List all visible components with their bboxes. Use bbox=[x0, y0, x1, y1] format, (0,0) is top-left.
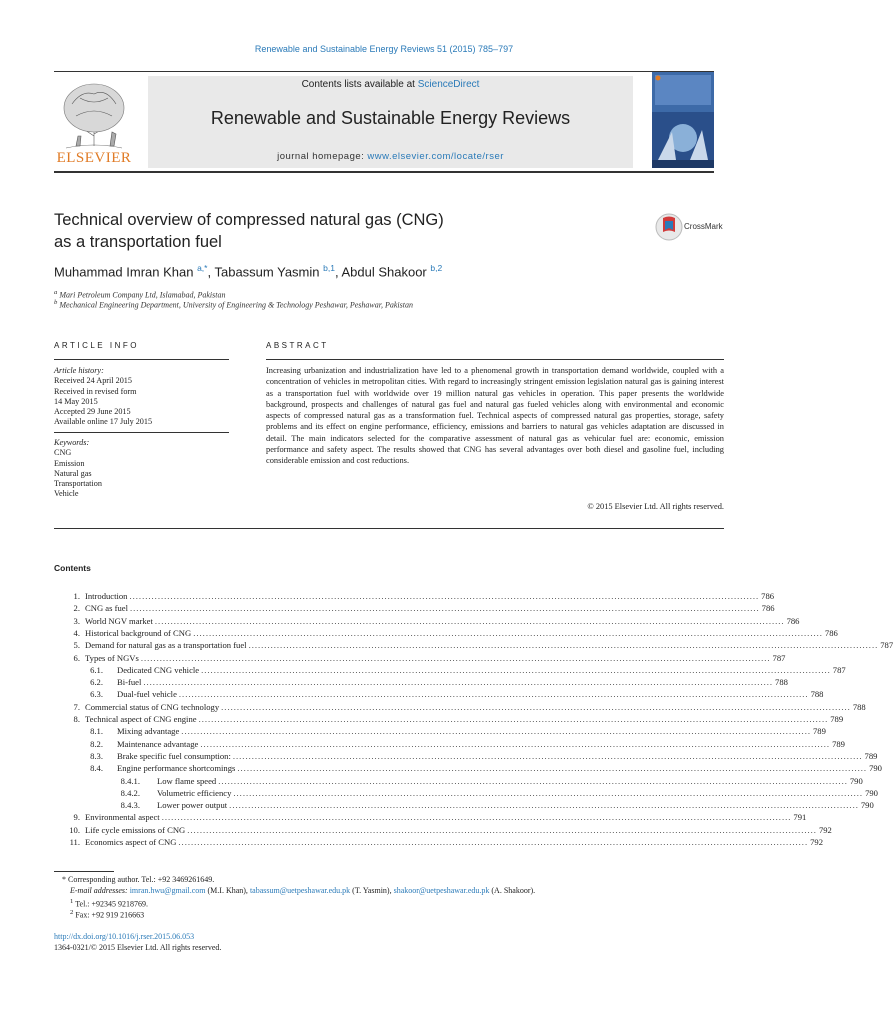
article-title bbox=[54, 209, 614, 253]
toc-entry[interactable] bbox=[0, 688, 824, 700]
toc-entry-number: 8.4.1. bbox=[120, 775, 140, 786]
toc-entry-page: 790 bbox=[869, 763, 882, 774]
toc-leader-dots: ........................................................................................................................................................................................................ bbox=[232, 750, 863, 761]
toc-entry-title: Dedicated CNG vehicle bbox=[117, 664, 200, 675]
toc-entry-number: 1. bbox=[73, 591, 80, 601]
author-name: Muhammad Imran Khan bbox=[54, 264, 194, 280]
publisher-logo-text: ELSEVIER bbox=[56, 150, 132, 166]
toc-entry-number: 6.2. bbox=[90, 677, 103, 688]
toc-entry-title: World NGV market bbox=[85, 615, 153, 626]
footnote-2 bbox=[70, 908, 144, 921]
toc-entry-page: 788 bbox=[775, 677, 788, 688]
toc-leader-dots: ........................................................................................................................................................................................................ bbox=[218, 775, 848, 786]
doi-link[interactable]: http://dx.doi.org/10.1016/j.rser.2015.06.053 bbox=[54, 932, 195, 941]
history-entry: Received in revised form bbox=[54, 386, 137, 396]
toc-entry[interactable] bbox=[0, 811, 807, 823]
toc-entry-number: 8.4.3. bbox=[120, 800, 140, 811]
toc-leader-dots: ........................................................................................................................................................................................................ bbox=[233, 787, 864, 798]
toc-entry-number: 7. bbox=[73, 701, 80, 712]
toc-entry-title: Historical background of CNG bbox=[85, 627, 192, 638]
toc-entry-title: Low flame speed bbox=[157, 775, 217, 786]
email-link[interactable]: shakoor@uetpeshawar.edu.pk bbox=[393, 886, 490, 895]
abstract-bottom-rule bbox=[54, 528, 724, 529]
toc-entry[interactable] bbox=[0, 639, 893, 651]
toc-entry-number: 6. bbox=[73, 652, 80, 663]
toc-entry-page: 789 bbox=[832, 738, 845, 749]
crossmark-icon bbox=[654, 212, 684, 242]
history-entry: Accepted 29 June 2015 bbox=[54, 407, 131, 417]
toc-entry[interactable] bbox=[0, 664, 846, 676]
toc-entry-title: CNG as fuel bbox=[85, 603, 128, 614]
keywords bbox=[54, 438, 229, 500]
journal-homepage-line bbox=[148, 151, 633, 162]
abstract-heading: ABSTRACT bbox=[266, 341, 329, 350]
toc-leader-dots: ........................................................................................................................................................................................................ bbox=[143, 677, 774, 688]
toc-entry-title: Introduction bbox=[85, 591, 128, 601]
email-owner: (T. Yasmin), bbox=[350, 886, 394, 895]
affiliation-b bbox=[54, 299, 413, 310]
affiliation-text: Mechanical Engineering Department, University of Engineering & Technology Peshawar, Peshawar, Pakistan bbox=[59, 300, 413, 310]
keyword: Vehicle bbox=[54, 489, 79, 499]
toc-entry-title: Brake specific fuel consumption: bbox=[117, 750, 231, 761]
toc-entry-page: 787 bbox=[832, 664, 846, 675]
toc-entry-title: Life cycle emissions of CNG bbox=[85, 824, 186, 835]
author-affiliation-mark[interactable]: a,* bbox=[197, 263, 208, 273]
toc-entry-page: 787 bbox=[880, 640, 893, 651]
email-addresses bbox=[70, 886, 535, 897]
toc-entry-page: 792 bbox=[818, 824, 832, 835]
toc-entry-title: Lower power output bbox=[157, 800, 228, 811]
affiliation-mark: a bbox=[54, 289, 58, 296]
homepage-label: journal homepage: bbox=[277, 151, 368, 162]
contents-available-line bbox=[148, 79, 633, 90]
toc-entry[interactable] bbox=[0, 701, 866, 713]
email-owner: (A. Shakoor). bbox=[489, 886, 536, 895]
author-name: Abdul Shakoor bbox=[341, 264, 427, 280]
article-title-line-1: Technical overview of compressed natural gas (CNG) bbox=[54, 211, 444, 229]
toc-entry-title: Technical aspect of CNG engine bbox=[85, 714, 197, 724]
toc-entry[interactable] bbox=[0, 602, 775, 614]
toc-entry-number: 5. bbox=[73, 640, 80, 651]
toc-leader-dots: ........................................................................................................................................................................................................ bbox=[187, 824, 817, 835]
toc-entry[interactable] bbox=[0, 738, 845, 750]
toc-leader-dots: ........................................................................................................................................................................................................ bbox=[140, 652, 771, 663]
toc-entry-number: 10. bbox=[69, 824, 80, 835]
toc-leader-dots: ........................................................................................................................................................................................................ bbox=[200, 738, 831, 749]
toc-leader-dots: ........................................................................................................................................................................................................ bbox=[161, 812, 792, 823]
toc-entry-title: Demand for natural gas as a transportation fuel bbox=[85, 640, 247, 651]
keyword: CNG bbox=[54, 448, 72, 458]
keyword: Transportation bbox=[54, 479, 102, 489]
keyword: Natural gas bbox=[54, 468, 92, 478]
toc-entry-page: 791 bbox=[793, 812, 807, 823]
toc-entry-page: 790 bbox=[865, 787, 878, 798]
toc-entry-page: 790 bbox=[849, 775, 863, 786]
toc-entry-page: 789 bbox=[864, 750, 878, 761]
homepage-link[interactable]: www.elsevier.com/locate/rser bbox=[367, 151, 504, 162]
toc-entry-page: 787 bbox=[772, 652, 786, 663]
affiliation-text: Mari Petroleum Company Ltd, Islamabad, Pakistan bbox=[59, 290, 226, 300]
article-history bbox=[54, 366, 229, 428]
abstract-rule bbox=[266, 359, 724, 360]
toc-leader-dots: ........................................................................................................................................................................................................ bbox=[198, 714, 829, 724]
article-info-heading: ARTICLE INFO bbox=[54, 341, 139, 350]
email-label: E-mail addresses: bbox=[70, 886, 130, 895]
toc-entry-title: Mixing advantage bbox=[117, 726, 180, 737]
toc-entry[interactable] bbox=[0, 725, 826, 737]
toc-entry-title: Environmental aspect bbox=[85, 812, 160, 823]
keyword: Emission bbox=[54, 458, 85, 468]
history-entry: 14 May 2015 bbox=[54, 396, 98, 406]
footnote-rule bbox=[54, 871, 114, 872]
toc-entry-title: Dual-fuel vehicle bbox=[117, 689, 177, 700]
email-owner: (M.I. Khan), bbox=[205, 886, 250, 895]
history-entry: Available online 17 July 2015 bbox=[54, 417, 153, 427]
toc-entry[interactable] bbox=[0, 713, 844, 725]
toc-entry-number: 8.1. bbox=[90, 726, 103, 737]
affiliation-mark: b bbox=[54, 299, 58, 306]
keywords-rule bbox=[54, 432, 229, 433]
toc-entry[interactable] bbox=[0, 836, 823, 848]
toc-entry[interactable] bbox=[0, 762, 882, 774]
toc-entry-number: 9. bbox=[73, 812, 80, 823]
toc-entry[interactable] bbox=[0, 775, 863, 787]
toc-entry-page: 786 bbox=[824, 627, 838, 638]
article-info-rule bbox=[54, 359, 229, 360]
toc-entry-page: 786 bbox=[761, 603, 775, 614]
toc-leader-dots: ........................................................................................................................................................................................................ bbox=[178, 689, 809, 700]
footnote-text: Fax: +92 919 216663 bbox=[75, 910, 145, 920]
toc-leader-dots: ........................................................................................................................................................................................................ bbox=[129, 603, 760, 614]
history-entry: Received 24 April 2015 bbox=[54, 376, 132, 386]
toc-entry[interactable] bbox=[0, 615, 800, 627]
toc-leader-dots: ........................................................................................................................................................................................................ bbox=[129, 591, 760, 601]
article-history-label: Article history: bbox=[54, 366, 104, 375]
toc-entry-title: Types of NGVs bbox=[85, 652, 139, 663]
toc-entry[interactable] bbox=[0, 787, 878, 799]
toc-entry-title: Commercial status of CNG technology bbox=[85, 701, 220, 712]
toc-leader-dots: ........................................................................................................................................................................................................ bbox=[248, 640, 879, 651]
toc-entry[interactable] bbox=[0, 627, 838, 639]
email-link[interactable]: tabassum@uetpeshawar.edu.pk bbox=[249, 886, 351, 895]
article-title-line-2: as a transportation fuel bbox=[54, 233, 222, 251]
toc-entry-number: 3. bbox=[73, 615, 80, 626]
footnote-mark: 2 bbox=[70, 909, 74, 916]
toc-entry[interactable] bbox=[0, 676, 788, 688]
toc-entry-title: Volumetric efficiency bbox=[157, 787, 232, 798]
toc-leader-dots: ........................................................................................................................................................................................................ bbox=[193, 627, 823, 638]
toc-entry-title: Bi-fuel bbox=[117, 677, 142, 688]
toc-leader-dots: ........................................................................................................................................................................................................ bbox=[178, 837, 809, 847]
author-affiliation-mark[interactable]: b,1 bbox=[323, 263, 335, 273]
contents-available-text: Contents lists available at bbox=[301, 79, 418, 90]
issn-copyright: 1364-0321/© 2015 Elsevier Ltd. All rights reserved. bbox=[54, 943, 222, 952]
toc-entry-page: 792 bbox=[810, 837, 823, 847]
toc-entry[interactable] bbox=[0, 652, 786, 664]
toc-entry-page: 790 bbox=[860, 800, 874, 811]
toc-leader-dots: ........................................................................................................................................................................................................ bbox=[221, 701, 851, 712]
toc-entry[interactable] bbox=[0, 750, 878, 762]
footnote-mark: 1 bbox=[70, 898, 74, 905]
toc-entry-number: 8.2. bbox=[90, 738, 103, 749]
journal-citation[interactable]: Renewable and Sustainable Energy Reviews 51 (2015) 785–797 bbox=[254, 44, 514, 54]
toc-entry-number: 8.3. bbox=[90, 750, 103, 761]
author-affiliation-mark[interactable]: b,2 bbox=[430, 263, 443, 273]
journal-cover-image bbox=[652, 72, 714, 168]
toc-entry-title: Maintenance advantage bbox=[117, 738, 199, 749]
toc-entry-number: 6.3. bbox=[90, 689, 103, 700]
toc-leader-dots: ........................................................................................................................................................................................................ bbox=[237, 763, 868, 774]
toc-entry-number: 6.1. bbox=[90, 664, 103, 675]
contents-heading: Contents bbox=[54, 563, 91, 573]
toc-entry-number: 11. bbox=[69, 837, 80, 847]
abstract-copyright: © 2015 Elsevier Ltd. All rights reserved. bbox=[587, 502, 724, 511]
toc-entry-page: 788 bbox=[810, 689, 824, 700]
header-top-rule bbox=[54, 71, 714, 72]
toc-leader-dots: ........................................................................................................................................................................................................ bbox=[181, 726, 811, 737]
toc-entry[interactable] bbox=[0, 799, 874, 811]
toc-entry[interactable] bbox=[0, 590, 775, 602]
toc-entry-number: 2. bbox=[73, 603, 80, 614]
header-bottom-rule bbox=[54, 171, 714, 173]
keywords-label: Keywords: bbox=[54, 438, 90, 447]
toc-entry-number: 8.4. bbox=[90, 763, 103, 774]
toc-entry-page: 786 bbox=[786, 615, 800, 626]
toc-entry-page: 786 bbox=[761, 591, 775, 601]
author-list: Muhammad Imran Khan $^{a,*}$, Tabassum Yasmin $^{b,1}$, Abdul Shakoor $^{b,2}$ bbox=[54, 263, 443, 280]
footnote-text: Tel.: +92345 9218769. bbox=[75, 899, 149, 909]
journal-title: Renewable and Sustainable Energy Reviews bbox=[210, 108, 571, 128]
crossmark-button[interactable] bbox=[654, 212, 734, 242]
toc-entry-page: 788 bbox=[852, 701, 866, 712]
corresponding-author-note: * Corresponding author. Tel.: +92 3469261649. bbox=[62, 875, 215, 884]
toc-entry-page: 789 bbox=[830, 714, 844, 724]
toc-entry[interactable] bbox=[0, 824, 832, 836]
toc-entry-page: 789 bbox=[812, 726, 826, 737]
toc-entry-number: 8.4.2. bbox=[120, 787, 140, 798]
abstract-text: Increasing urbanization and industrialization have led to a phenomenal growth in transportation demand worldwide, coupled with a concentration of vehicles in metropolitan cities. With regard to increasingly stringent emission legislation natural gas is gaining interest as a transportation fuel with worldwide over 19 million natural gas vehicles in operation. This paper presents the worldwide background, prospects and challenges of natural gas fuel and natural gas fueled vehicles along with environmental and economic aspects of compressed natural gas as a transformation fuel. Technical aspects of compressed natural gas properties, storage, safety problems and its effect on engine performance, efficiency, emissions and barriers to natural gas vehicles adaptation are discussed in detail. The main indicators selected for the comparative assessment of natural gas as vehicular fuel are: economic, emission performance and safety aspect. The results showed that CNG has several advantages over both diesel and gasoline fuel, including considerable emission and cost reductions. bbox=[266, 366, 724, 466]
toc-leader-dots: ........................................................................................................................................................................................................ bbox=[229, 800, 859, 811]
sciencedirect-link[interactable]: ScienceDirect bbox=[417, 79, 480, 90]
author-name: Tabassum Yasmin bbox=[214, 264, 320, 280]
email-link[interactable]: imran.hwu@gmail.com bbox=[129, 886, 206, 895]
toc-entry-number: 4. bbox=[73, 627, 80, 638]
toc-entry-title: Engine performance shortcomings bbox=[117, 763, 236, 774]
toc-leader-dots: ........................................................................................................................................................................................................ bbox=[154, 615, 785, 626]
toc-entry-number: 8. bbox=[73, 714, 80, 724]
toc-leader-dots: ........................................................................................................................................................................................................ bbox=[201, 664, 831, 675]
crossmark-label: CrossMark bbox=[684, 222, 723, 231]
toc-entry-title: Economics aspect of CNG bbox=[85, 837, 177, 847]
